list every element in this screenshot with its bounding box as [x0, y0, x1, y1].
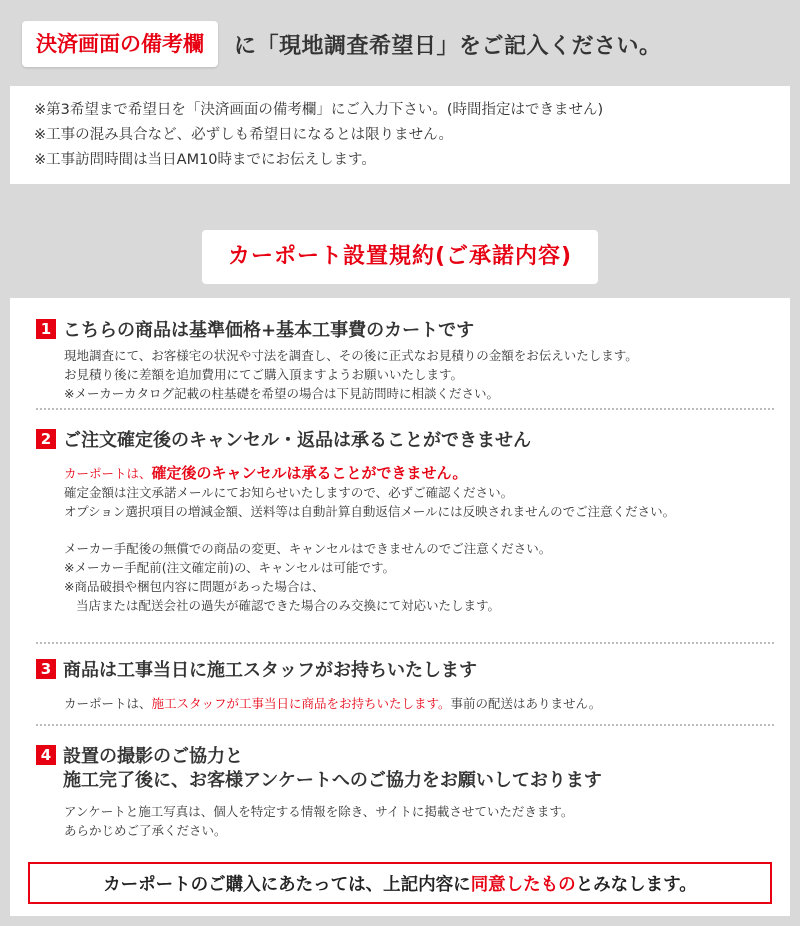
delivery-suffix: 事前の配送はありません。	[450, 696, 602, 711]
term-section-1	[36, 316, 776, 403]
section-divider	[36, 724, 774, 726]
note-line: ※工事訪問時間は当日AM10時までにお伝えします。	[34, 152, 376, 168]
delivery-highlight: 施工スタッフが工事当日に商品をお持ちいたします。	[151, 696, 451, 711]
term-section-2	[36, 426, 776, 615]
agreement-suffix: とみなします。	[575, 874, 697, 895]
term-text: 確定金額は注文承諾メールにてお知らせいたしますので、必ずご確認ください。	[64, 485, 514, 500]
term-text: アンケートと施工写真は、個人を特定する情報を除き、サイトに掲載させていただきます。	[64, 804, 574, 819]
site-survey-section	[0, 0, 800, 192]
term-text: オプション選択項目の増減金額、送料等は自動計算自動返信メールには反映されませんのでご注意ください。	[64, 504, 676, 519]
terms-section	[0, 212, 800, 926]
term-text: 当店または配送会社の過失が確認できた場合のみ交換にて対応いたします。	[76, 598, 501, 613]
term-text: お見積り後に差額を追加費用にてご購入頂ますようお願いいたします。	[64, 367, 464, 382]
note-line: ※第3希望まで希望日を「決済画面の備考欄」にご入力下さい。(時間指定はできません)	[34, 102, 604, 118]
cancel-warning-prefix: カーポートは、	[64, 466, 152, 481]
term-heading: ご注文確定後のキャンセル・返品は承ることができません	[63, 430, 531, 451]
cancel-warning-text: 確定後のキャンセルは承ることができません。	[151, 464, 468, 482]
term-heading-line2: 施工完了後に、お客様アンケートへのご協力をお願いしております	[63, 770, 602, 791]
term-text: 現地調査にて、お客様宅の状況や寸法を調査し、その後に正式なお見積りの金額をお伝えいたします。	[64, 348, 638, 363]
term-number-badge: 3	[36, 659, 56, 679]
term-number-badge: 2	[36, 429, 56, 449]
survey-title: に「現地調査希望日」をご記入ください。	[234, 33, 662, 59]
term-text	[64, 694, 776, 713]
agreement-notice	[28, 862, 772, 904]
term-text: ※メーカー手配前(注文確定前)の、キャンセルは可能です。	[64, 560, 395, 575]
delivery-prefix: カーポートは、	[64, 696, 152, 711]
term-text: メーカー手配後の無償での商品の変更、キャンセルはできませんのでご注意ください。	[64, 541, 552, 556]
term-heading: 設置の撮影のご協力と	[63, 746, 243, 767]
term-section-4	[36, 742, 776, 840]
term-heading: 商品は工事当日に施工スタッフがお持ちいたします	[63, 660, 477, 681]
remarks-field-tag: 決済画面の備考欄	[22, 21, 218, 67]
survey-notes	[10, 86, 790, 184]
note-line: ※工事の混み具合など、必ずしも希望日になるとは限りません。	[34, 127, 454, 143]
section-divider	[36, 408, 774, 410]
term-text: ※メーカーカタログ記載の柱基礎を希望の場合は下見訪問時に相談ください。	[64, 386, 499, 401]
survey-header	[22, 16, 662, 72]
term-number-badge: 4	[36, 745, 56, 765]
terms-content	[10, 298, 790, 916]
section-divider	[36, 642, 774, 644]
agreement-prefix: カーポートのご購入にあたっては、上記内容に	[103, 874, 471, 895]
term-section-3	[36, 656, 776, 713]
terms-title: カーポート設置規約(ご承諾内容)	[202, 230, 598, 284]
term-text: あらかじめご了承ください。	[64, 823, 227, 838]
agreement-highlight: 同意したもの	[470, 874, 576, 895]
cancel-warning	[64, 464, 776, 483]
term-text: ※商品破損や梱包内容に問題があった場合は、	[64, 579, 325, 594]
term-number-badge: 1	[36, 319, 56, 339]
term-heading: こちらの商品は基準価格+基本工事費のカートです	[63, 320, 475, 341]
